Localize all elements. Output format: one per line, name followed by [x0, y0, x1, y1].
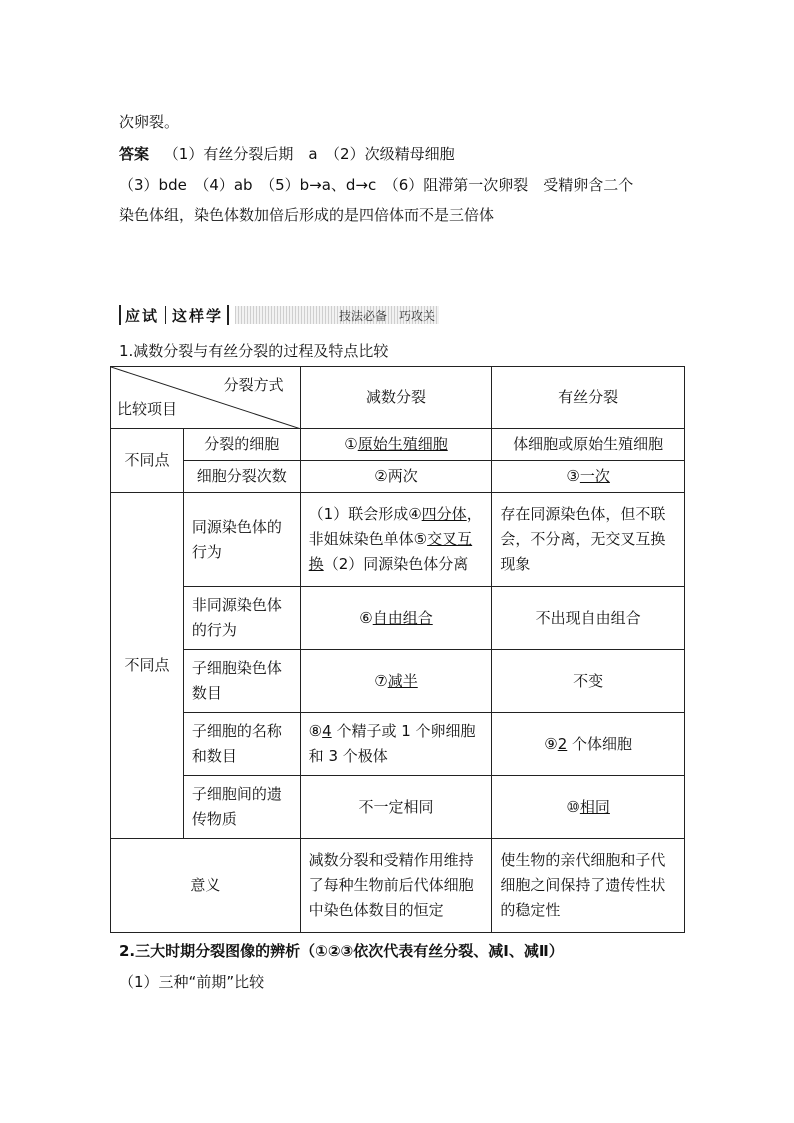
diag-header-bottom: 比较项目	[117, 400, 178, 418]
cell-meiosis	[300, 713, 492, 776]
circled-number: ③	[566, 467, 580, 485]
row-item: 非同源染色体的行为	[183, 587, 300, 650]
section-banner	[119, 303, 439, 327]
col-header-meiosis: 减数分裂	[300, 367, 492, 429]
cell-meiosis	[300, 493, 492, 587]
cell-mitosis	[492, 713, 685, 776]
banner-bar-right	[227, 305, 229, 325]
circled-number: ①	[344, 435, 358, 453]
circled-number: ⑥	[359, 608, 373, 627]
row-item: 同源染色体的行为	[183, 493, 300, 587]
answer-underlined: 交叉互换	[308, 530, 473, 573]
intro-line-1: 次卵裂。	[119, 113, 180, 131]
meaning-mitosis: 使生物的亲代细胞和子代细胞之间保持了遗传性状的稳定性	[492, 839, 685, 933]
cell-mitosis: 不变	[492, 650, 685, 713]
answer-text-1: （1）有丝分裂后期 a （2）次级精母细胞	[163, 145, 455, 163]
table-row	[111, 587, 685, 650]
text-part: （1）联会形成④	[308, 505, 422, 523]
row-item: 细胞分裂次数	[183, 461, 300, 493]
cell-meiosis	[300, 429, 492, 461]
answer-underlined: 2	[557, 734, 568, 753]
table-row	[111, 776, 685, 839]
row-item: 子细胞的名称和数目	[183, 713, 300, 776]
banner-separator	[165, 306, 166, 324]
cell-mitosis: 存在同源染色体，但不联会，不分离，无交叉互换现象	[492, 493, 685, 587]
text-part: ，非姐妹染色单体⑤	[308, 505, 482, 548]
answer-underlined: 减半	[387, 671, 418, 690]
cell-mitosis	[492, 776, 685, 839]
row-item: 子细胞间的遗传物质	[183, 776, 300, 839]
cell-meiosis: 不一定相同	[300, 776, 492, 839]
circled-number: ⑨	[544, 734, 558, 753]
meaning-label: 意义	[111, 839, 301, 933]
cell-meiosis	[300, 650, 492, 713]
table-row	[111, 713, 685, 776]
row-item: 子细胞染色体数目	[183, 650, 300, 713]
cell-mitosis: 体细胞或原始生殖细胞	[492, 429, 685, 461]
circled-number: ⑩	[566, 797, 580, 816]
answer-underlined: 四分体	[421, 505, 467, 523]
diagonal-header-cell	[111, 367, 301, 429]
text-part: 个精子或 1 个卵细胞和 3 个极体	[308, 722, 476, 765]
cell-mitosis	[492, 461, 685, 493]
banner-word-2: 这样学	[172, 306, 224, 325]
table-row	[111, 650, 685, 713]
table-row	[111, 461, 685, 493]
section2-title: 2.三大时期分裂图像的辨析（①②③依次代表有丝分裂、减Ⅰ、减Ⅱ）	[119, 942, 564, 960]
answer-line-1	[119, 144, 455, 164]
table-row-meaning	[111, 839, 685, 933]
table-header-row	[111, 367, 685, 429]
banner-word-1: 应试	[125, 306, 160, 325]
answer-underlined: 4	[322, 722, 332, 740]
comparison-table	[110, 366, 685, 933]
col-header-mitosis: 有丝分裂	[492, 367, 685, 429]
answer-label: 答案	[119, 145, 150, 163]
answer-text: 两次	[387, 467, 418, 485]
answer-underlined: 一次	[579, 467, 610, 485]
row-item: 分裂的细胞	[183, 429, 300, 461]
circled-number: ⑦	[374, 671, 388, 690]
meaning-meiosis: 减数分裂和受精作用维持了每种生物前后代体细胞中染色体数目的恒定	[300, 839, 492, 933]
diag-header-top: 分裂方式	[223, 376, 284, 394]
section2-subtitle: （1）三种“前期”比较	[119, 973, 265, 991]
answer-underlined: 相同	[579, 797, 610, 816]
text-part: 个体细胞	[567, 734, 633, 753]
group-label-1: 不同点	[111, 429, 184, 493]
circled-number: ②	[374, 467, 388, 485]
cell-meiosis	[300, 461, 492, 493]
answer-line-2: （3）bde （4）ab （5）b→a、d→c （6）阻滞第一次卵裂 受精卵含二个	[119, 176, 634, 194]
cell-mitosis: 不出现自由组合	[492, 587, 685, 650]
cell-meiosis	[300, 587, 492, 650]
banner-tag-text: 技法必备 巧攻关	[339, 308, 436, 323]
group-label-2: 不同点	[111, 493, 184, 839]
text-part: （2）同源染色体分离	[323, 555, 469, 573]
answer-line-3: 染色体组，染色体数加倍后形成的是四倍体而不是三倍体	[119, 206, 495, 224]
table-row	[111, 429, 685, 461]
banner-tag	[235, 306, 439, 324]
section1-title: 1.减数分裂与有丝分裂的过程及特点比较	[119, 342, 389, 360]
table-row	[111, 493, 685, 587]
answer-underlined: 原始生殖细胞	[357, 435, 448, 453]
circled-number: ⑧	[308, 722, 323, 740]
answer-underlined: 自由组合	[372, 608, 433, 627]
